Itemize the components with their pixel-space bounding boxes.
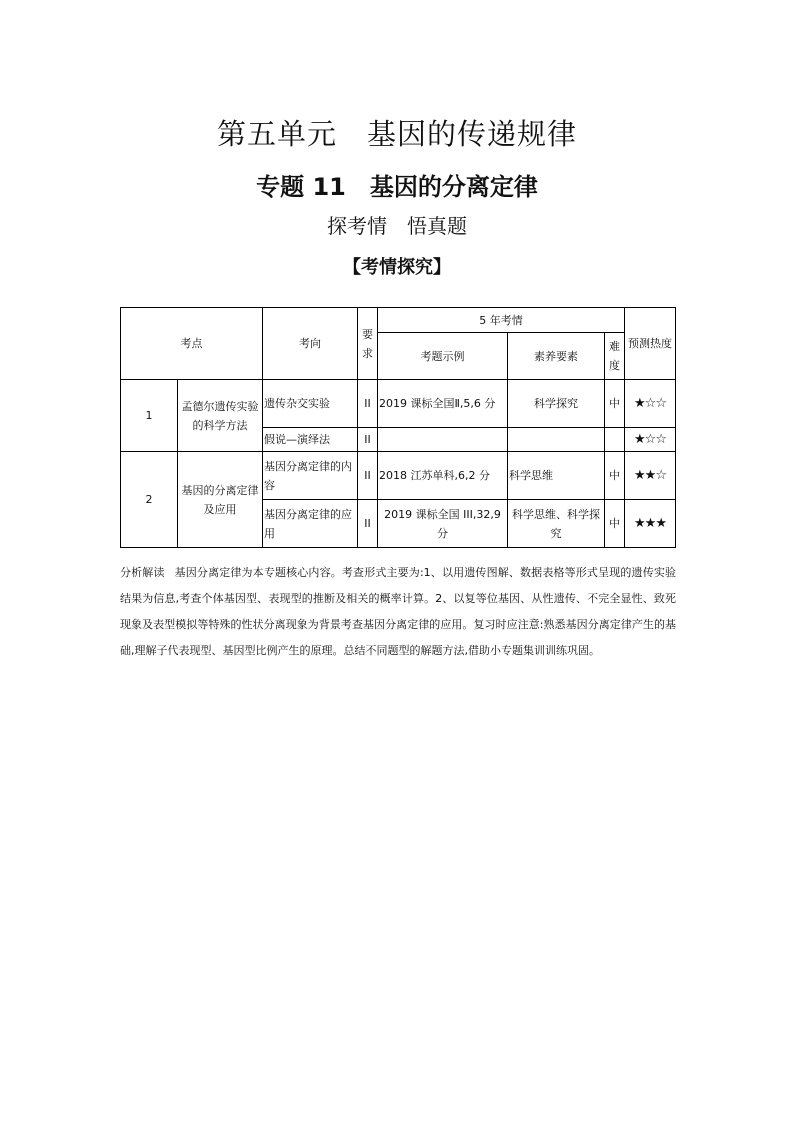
row-direction: 遗传杂交实验 — [263, 380, 358, 428]
analysis-text: 基因分离定律为本专题核心内容。考查形式主要为:1、以用遗传图解、数据表格等形式呈现的遗传实验结果为信息,考查个体基因型、表现型的推断及相关的概率计算。2、以复等位基因、从性遗传、不完全显性、致死现象及表型模拟等特殊的性状分离现象为背景考查基因分离定律的应用。复习时应注意:熟悉基因分离定律产生的基础,理解子代表现型、基因型比例产生的原理。总结不同题型的解题方法,借助小专题集训训练巩固。 — [120, 566, 676, 657]
row-forecast: ★☆☆ — [625, 428, 676, 452]
header-kaodian: 考点 — [121, 308, 263, 380]
unit-title: 第五单元 基因的传递规律 — [216, 117, 577, 151]
row-requirement: II — [358, 452, 378, 500]
row-direction: 基因分离定律的内容 — [263, 452, 358, 500]
row-requirement: II — [358, 500, 378, 548]
analysis-paragraph — [120, 560, 676, 664]
header-forecast: 预测热度 — [625, 308, 676, 380]
row-example: 2019 课标全国Ⅱ,5,6 分 — [378, 380, 508, 428]
topic-title: 专题 11 基因的分离定律 — [256, 173, 538, 201]
row-number: 1 — [121, 380, 178, 452]
row-direction: 假说—演绎法 — [263, 428, 358, 452]
row-literacy: 科学思维、科学探究 — [508, 500, 605, 548]
row-point: 基因的分离定律及应用 — [178, 452, 263, 548]
header-five-year: 5 年考情 — [378, 308, 625, 333]
row-example: 2019 课标全国 III,32,9 分 — [378, 500, 508, 548]
row-point: 孟德尔遗传实验的科学方法 — [178, 380, 263, 452]
row-literacy — [508, 428, 605, 452]
row-literacy: 科学探究 — [508, 380, 605, 428]
header-literacy: 素养要素 — [508, 333, 605, 380]
row-forecast: ★☆☆ — [625, 380, 676, 428]
table-row — [121, 452, 676, 500]
row-forecast: ★★★ — [625, 500, 676, 548]
row-difficulty: 中 — [605, 500, 625, 548]
analysis-label: 分析解读 — [120, 566, 165, 579]
sub-title: 探考情 悟真题 — [327, 214, 467, 238]
header-yaoqiu: 要求 — [358, 308, 378, 380]
row-difficulty — [605, 428, 625, 452]
header-difficulty: 难度 — [605, 333, 625, 380]
header-kaoxiang: 考向 — [263, 308, 358, 380]
row-example: 2018 江苏单科,6,2 分 — [378, 452, 508, 500]
row-number: 2 — [121, 452, 178, 548]
section-title: 【考情探究】 — [343, 257, 451, 278]
table-row — [121, 380, 676, 428]
row-difficulty: 中 — [605, 452, 625, 500]
row-requirement: II — [358, 380, 378, 428]
row-requirement: II — [358, 428, 378, 452]
row-difficulty: 中 — [605, 380, 625, 428]
row-direction: 基因分离定律的应用 — [263, 500, 358, 548]
header-example: 考题示例 — [378, 333, 508, 380]
row-forecast: ★★☆ — [625, 452, 676, 500]
row-example — [378, 428, 508, 452]
row-literacy: 科学思维 — [508, 452, 605, 500]
exam-info-table — [120, 307, 676, 548]
